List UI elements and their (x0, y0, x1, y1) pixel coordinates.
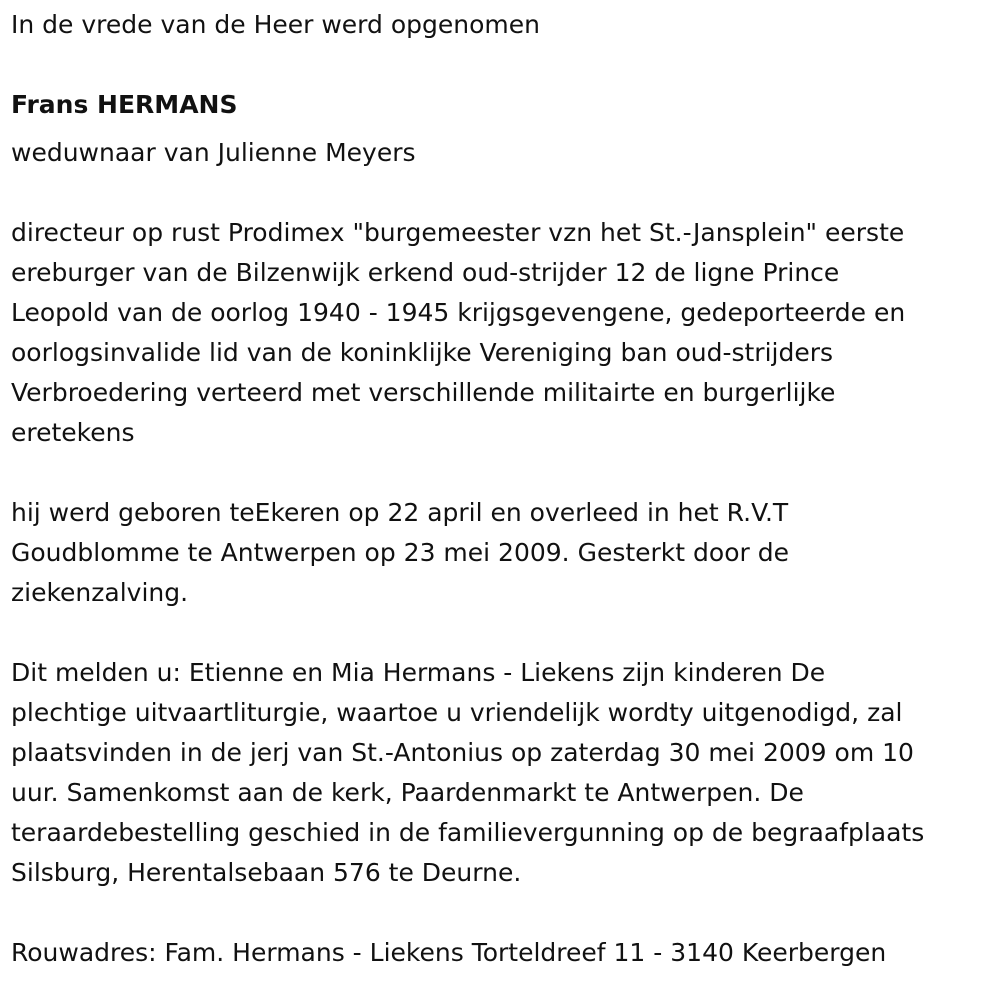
biography-paragraph (11, 213, 996, 453)
announcement-paragraph (11, 653, 996, 893)
announcement-line: Dit melden u: Etienne en Mia Hermans - Liekens zijn kinderen De (11, 658, 826, 687)
spouse-line: weduwnaar van Julienne Meyers (11, 138, 416, 167)
announcement-line: teraardebestelling geschied in de familievergunning op de begraafplaats (11, 818, 925, 847)
birth-death-paragraph (11, 493, 996, 613)
birth-death-line: Goudblomme te Antwerpen op 23 mei 2009. Gesterkt door de (11, 538, 789, 567)
birth-death-line: hij werd geboren teEkeren op 22 april en overleed in het R.V.T (11, 498, 789, 527)
mourning-address (11, 933, 996, 973)
bio-line: eretekens (11, 418, 135, 447)
announcement-line: plaatsvinden in de jerj van St.-Antonius op zaterdag 30 mei 2009 om 10 (11, 738, 914, 767)
bio-line: ereburger van de Bilzenwijk erkend oud-strijder 12 de ligne Prince (11, 258, 840, 287)
announcement-line: Silsburg, Herentalsebaan 576 te Deurne. (11, 858, 522, 887)
address-line: Rouwadres: Fam. Hermans - Liekens Torteldreef 11 - 3140 Keerbergen (11, 938, 887, 967)
bio-line: oorlogsinvalide lid van de koninklijke Vereniging ban oud-strijders (11, 338, 834, 367)
intro-line: In de vrede van de Heer werd opgenomen (11, 10, 540, 39)
announcement-line: plechtige uitvaartliturgie, waartoe u vriendelijk wordty uitgenodigd, zal (11, 698, 903, 727)
announcement-line: uur. Samenkomst aan de kerk, Paardenmarkt te Antwerpen. De (11, 778, 804, 807)
deceased-name: Frans HERMANS (11, 90, 238, 119)
bio-line: Leopold van de oorlog 1940 - 1945 krijgsgevengene, gedeporteerde en (11, 298, 906, 327)
obituary-notice (11, 0, 996, 973)
bio-line: directeur op rust Prodimex "burgemeester vzn het St.-Jansplein" eerste (11, 218, 905, 247)
birth-death-line: ziekenzalving. (11, 578, 189, 607)
bio-line: Verbroedering verteerd met verschillende militairte en burgerlijke (11, 378, 836, 407)
